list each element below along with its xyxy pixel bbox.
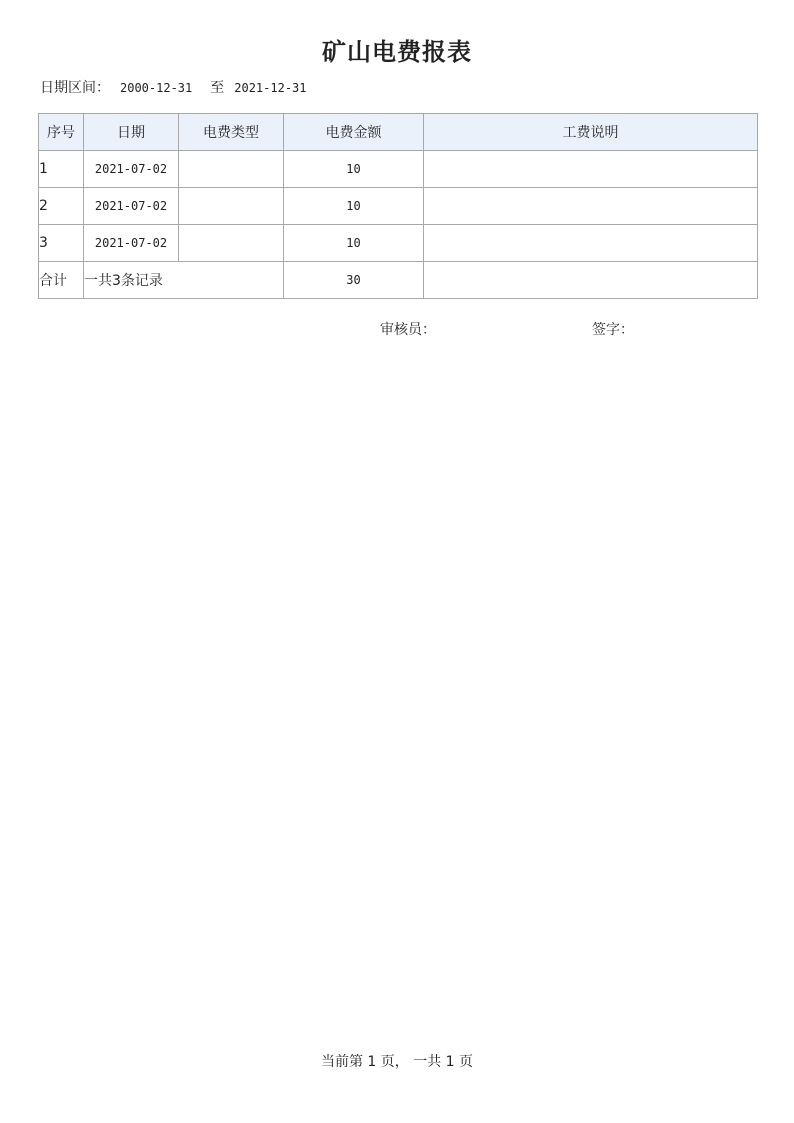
auditor-label: 审核员： (380, 322, 436, 338)
date-range (40, 78, 307, 98)
cell-amount: 10 (284, 225, 424, 262)
total-row (39, 262, 758, 299)
column-header-amount: 电费金额 (284, 114, 424, 151)
total-label: 合计 (39, 262, 84, 299)
total-note (424, 262, 758, 299)
report-table (38, 113, 758, 299)
cell-date: 2021-07-02 (84, 188, 179, 225)
date-range-separator: 至 (210, 80, 225, 96)
date-range-label: 日期区间： (40, 80, 110, 96)
signature-label: 签字： (592, 322, 634, 338)
report-title: 矿山电费报表 (322, 37, 472, 66)
date-range-end: 2021-12-31 (234, 81, 307, 95)
cell-date: 2021-07-02 (84, 151, 179, 188)
cell-note (424, 225, 758, 262)
cell-type (179, 188, 284, 225)
cell-index: 1 (39, 151, 84, 188)
total-count: 一共3条记录 (84, 262, 284, 299)
cell-index: 2 (39, 188, 84, 225)
cell-date: 2021-07-02 (84, 225, 179, 262)
cell-note (424, 151, 758, 188)
date-range-start: 2000-12-31 (120, 81, 193, 95)
column-header-date: 日期 (84, 114, 179, 151)
cell-amount: 10 (284, 151, 424, 188)
cell-type (179, 151, 284, 188)
table-header-row (39, 114, 758, 151)
cell-amount: 10 (284, 188, 424, 225)
column-header-type: 电费类型 (179, 114, 284, 151)
table-row (39, 188, 758, 225)
cell-index: 3 (39, 225, 84, 262)
table-row (39, 151, 758, 188)
column-header-index: 序号 (39, 114, 84, 151)
column-header-note: 工费说明 (424, 114, 758, 151)
page-footer-pagination: 当前第 1 页， 一共 1 页 (320, 1054, 474, 1070)
total-amount: 30 (284, 262, 424, 299)
table-row (39, 225, 758, 262)
cell-note (424, 188, 758, 225)
cell-type (179, 225, 284, 262)
